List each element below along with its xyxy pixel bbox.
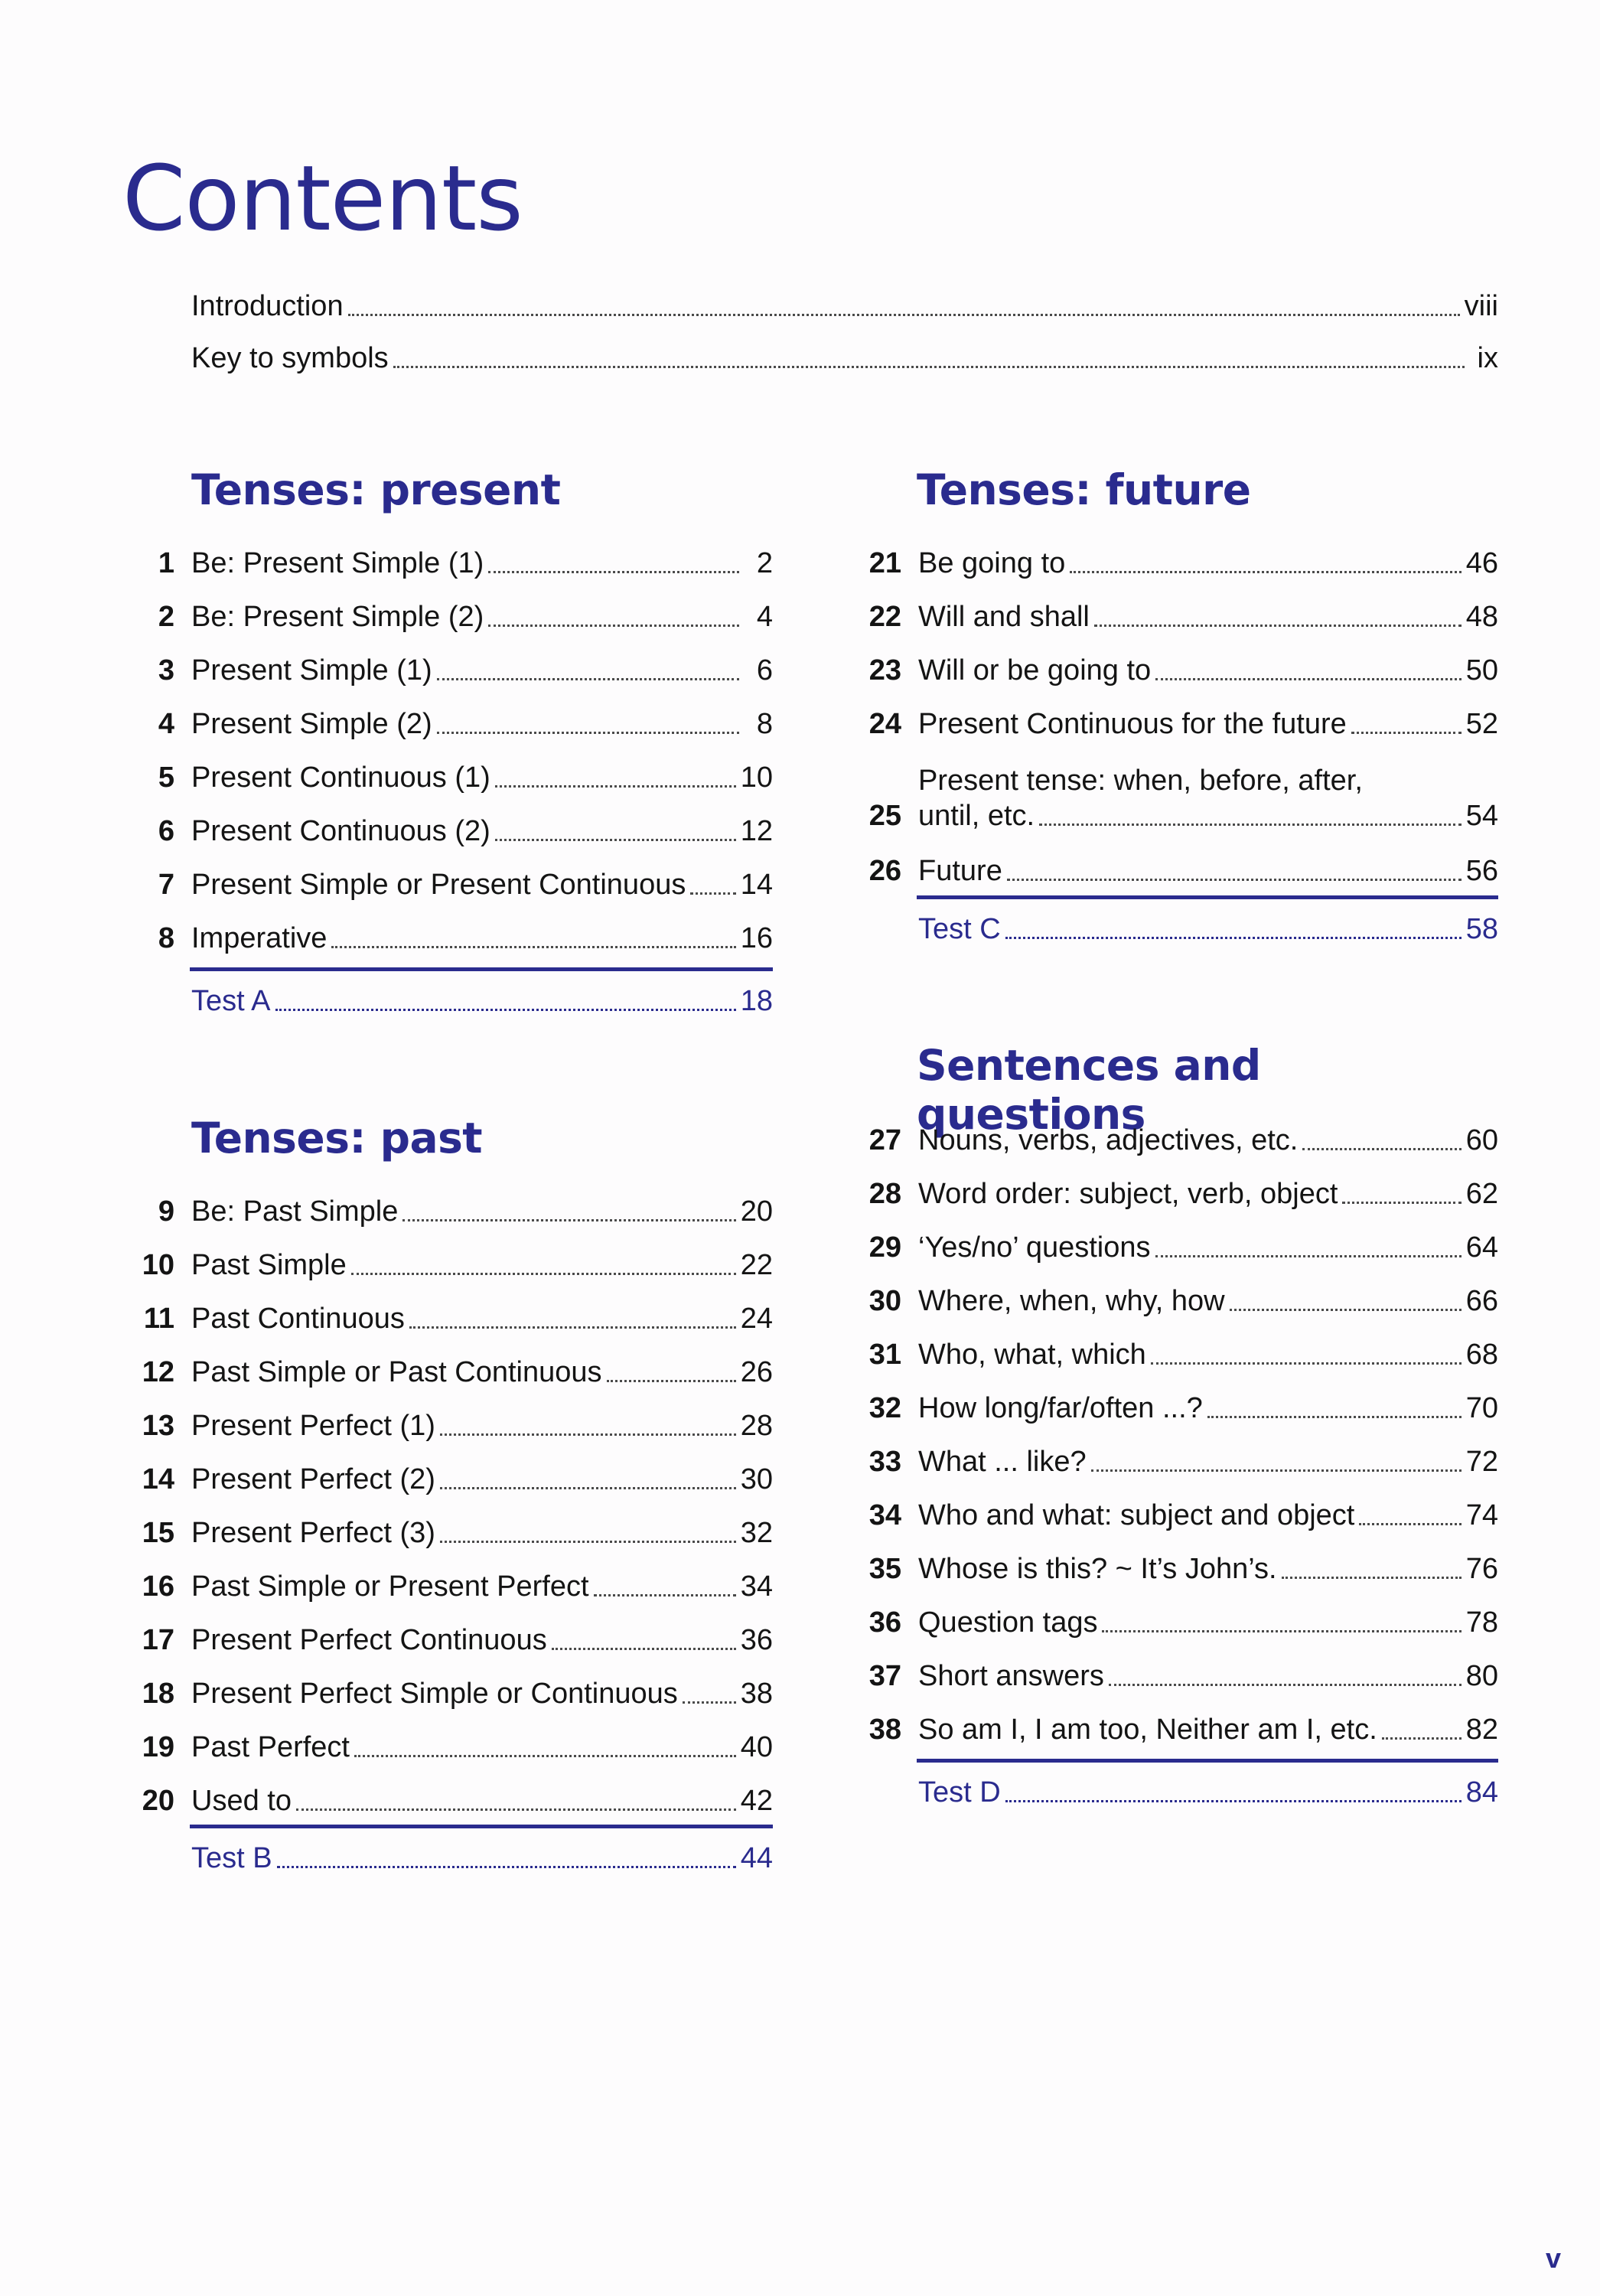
entry-label: Who and what: subject and object xyxy=(918,1499,1355,1531)
toc-entry[interactable] xyxy=(849,1387,1498,1425)
section-heading-future: Tenses: future xyxy=(917,465,1251,514)
entry-page: 76 xyxy=(1465,1553,1498,1585)
leader-dots xyxy=(402,1219,735,1221)
test-divider xyxy=(917,1759,1498,1763)
entry-number: 31 xyxy=(868,1339,901,1371)
entry-number: 4 xyxy=(158,708,174,740)
entry-label: Introduction xyxy=(191,290,344,322)
entry-label: Short answers xyxy=(918,1660,1104,1692)
entry-label: What ... like? xyxy=(918,1446,1087,1478)
leader-dots xyxy=(354,1755,736,1757)
toc-entry[interactable] xyxy=(849,1119,1498,1157)
entry-number: 32 xyxy=(868,1392,901,1424)
entry-page: 8 xyxy=(756,708,773,740)
entry-number: 25 xyxy=(868,800,901,832)
entry-page: 60 xyxy=(1465,1124,1498,1156)
entry-label: Present Simple (2) xyxy=(191,708,432,740)
toc-entry[interactable] xyxy=(122,1351,773,1389)
entry-number: 15 xyxy=(142,1517,174,1549)
entry-label: Future xyxy=(918,855,1002,887)
entry-label: How long/far/often ...? xyxy=(918,1392,1203,1424)
leader-dots xyxy=(488,571,739,573)
entry-page: 46 xyxy=(1465,547,1498,579)
entry-page: 4 xyxy=(756,601,773,633)
test-label: Test C xyxy=(918,913,1001,945)
entry-label: Present Simple (1) xyxy=(191,654,432,687)
leader-dots xyxy=(1005,1800,1462,1802)
entry-label: Will and shall xyxy=(918,601,1090,633)
entry-number: 12 xyxy=(142,1356,174,1388)
leader-dots xyxy=(1359,1523,1461,1525)
toc-entry[interactable] xyxy=(849,756,1498,833)
leader-dots xyxy=(1351,732,1462,734)
entry-label: Question tags xyxy=(918,1606,1098,1639)
section-heading-questions: Sentences and questions xyxy=(917,1041,1261,1139)
page-title: Contents xyxy=(122,145,523,251)
entry-page: 22 xyxy=(740,1249,773,1281)
leader-dots xyxy=(1109,1684,1462,1686)
leader-dots xyxy=(594,1594,736,1596)
toc-entry[interactable] xyxy=(849,595,1498,634)
leader-dots xyxy=(607,1380,736,1382)
entry-number: 16 xyxy=(142,1570,174,1603)
entry-label: Present Perfect (1) xyxy=(191,1410,435,1442)
section-heading-past: Tenses: past xyxy=(191,1114,483,1163)
leader-dots xyxy=(437,732,739,734)
leader-dots xyxy=(1151,1362,1462,1365)
toc-entry[interactable] xyxy=(122,542,773,580)
entry-number: 2 xyxy=(158,601,174,633)
entry-page: 14 xyxy=(740,869,773,901)
entry-page: 6 xyxy=(756,654,773,687)
toc-entry[interactable] xyxy=(849,1280,1498,1318)
right-column xyxy=(849,0,1498,2296)
test-page: 58 xyxy=(1465,913,1498,945)
entry-page: 56 xyxy=(1465,855,1498,887)
test-page: 18 xyxy=(740,985,773,1017)
leader-dots xyxy=(409,1326,736,1329)
entry-number: 9 xyxy=(158,1195,174,1228)
entry-number: 35 xyxy=(868,1553,901,1585)
toc-entry[interactable] xyxy=(849,1655,1498,1693)
entry-label: Imperative xyxy=(191,922,327,954)
toc-entry[interactable] xyxy=(849,1440,1498,1479)
toc-entry[interactable] xyxy=(849,850,1498,888)
entry-number: 30 xyxy=(868,1285,901,1317)
entry-label: Who, what, which xyxy=(918,1339,1146,1371)
leader-dots xyxy=(1207,1416,1462,1418)
entry-label: ‘Yes/no’ questions xyxy=(918,1231,1151,1264)
entry-page: 80 xyxy=(1465,1660,1498,1692)
entry-label: Past Perfect xyxy=(191,1731,350,1763)
entry-page: 74 xyxy=(1465,1499,1498,1531)
entry-page: 72 xyxy=(1465,1446,1498,1478)
entry-label-line2: until, etc. xyxy=(918,800,1035,832)
toc-entry[interactable] xyxy=(122,1726,773,1764)
entry-label: Will or be going to xyxy=(918,654,1152,687)
entry-number: 27 xyxy=(868,1124,901,1156)
toc-entry[interactable] xyxy=(122,703,773,741)
leader-dots xyxy=(296,1808,736,1811)
toc-entry[interactable] xyxy=(122,1619,773,1657)
toc-entry[interactable] xyxy=(122,649,773,687)
entry-page: 62 xyxy=(1465,1178,1498,1210)
leader-dots xyxy=(1005,937,1462,939)
entry-label-wrap xyxy=(918,762,1498,833)
toc-entry[interactable] xyxy=(849,1601,1498,1639)
toc-entry[interactable] xyxy=(122,756,773,794)
leader-dots xyxy=(351,1273,736,1275)
toc-entry[interactable] xyxy=(849,649,1498,687)
entry-page: 64 xyxy=(1465,1231,1498,1264)
entry-label: Where, when, why, how xyxy=(918,1285,1225,1317)
entry-page: 2 xyxy=(756,547,773,579)
leader-dots xyxy=(331,946,735,948)
entry-number: 19 xyxy=(142,1731,174,1763)
entry-page: 66 xyxy=(1465,1285,1498,1317)
entry-page: 12 xyxy=(740,815,773,847)
toc-entry[interactable] xyxy=(122,1190,773,1228)
toc-entry[interactable] xyxy=(849,1708,1498,1746)
entry-page: 50 xyxy=(1465,654,1498,687)
entry-number: 26 xyxy=(868,855,901,887)
toc-entry[interactable] xyxy=(122,1458,773,1496)
entry-label: Past Continuous xyxy=(191,1303,405,1335)
toc-entry[interactable] xyxy=(849,1494,1498,1532)
leader-dots xyxy=(1155,678,1462,680)
entry-number: 23 xyxy=(868,654,901,687)
entry-number: 8 xyxy=(158,922,174,954)
entry-page: 26 xyxy=(740,1356,773,1388)
entry-label: Present tense: when, before, after, xyxy=(918,765,1363,797)
entry-number: 10 xyxy=(142,1249,174,1281)
entry-number: 5 xyxy=(158,762,174,794)
entry-label: Present Perfect (3) xyxy=(191,1517,435,1549)
toc-entry[interactable] xyxy=(849,542,1498,580)
leader-dots xyxy=(1282,1577,1462,1579)
entry-label-line2-row xyxy=(918,800,1498,833)
entry-number: 6 xyxy=(158,815,174,847)
section-heading-present: Tenses: present xyxy=(191,465,561,514)
test-divider xyxy=(190,967,773,971)
entry-label: Be: Past Simple xyxy=(191,1195,399,1228)
entry-label: Key to symbols xyxy=(191,342,389,374)
entry-label: Be: Present Simple (1) xyxy=(191,547,484,579)
leader-dots xyxy=(683,1701,736,1704)
entry-page: 24 xyxy=(740,1303,773,1335)
entry-number: 37 xyxy=(868,1660,901,1692)
entry-label: Present Perfect Simple or Continuous xyxy=(191,1678,678,1710)
leader-dots xyxy=(277,1866,736,1868)
entry-label: So am I, I am too, Neither am I, etc. xyxy=(918,1714,1377,1746)
leader-dots xyxy=(437,678,739,680)
entry-label: Word order: subject, verb, object xyxy=(918,1178,1338,1210)
entry-page: 32 xyxy=(740,1517,773,1549)
entry-page: 10 xyxy=(740,762,773,794)
entry-number: 34 xyxy=(868,1499,901,1531)
entry-number: 33 xyxy=(868,1446,901,1478)
entry-page: 70 xyxy=(1465,1392,1498,1424)
entry-page: 52 xyxy=(1465,708,1498,740)
entry-page: 36 xyxy=(740,1624,773,1656)
leader-dots xyxy=(488,625,739,627)
leader-dots xyxy=(1094,625,1462,627)
test-page: 44 xyxy=(740,1842,773,1874)
entry-page: ix xyxy=(1477,342,1498,374)
toc-entry[interactable] xyxy=(122,863,773,902)
entry-label: Past Simple or Present Perfect xyxy=(191,1570,589,1603)
entry-label: Present Perfect Continuous xyxy=(191,1624,547,1656)
entry-number: 28 xyxy=(868,1178,901,1210)
entry-page: 42 xyxy=(740,1785,773,1817)
entry-page: 68 xyxy=(1465,1339,1498,1371)
toc-entry[interactable] xyxy=(122,1404,773,1443)
leader-dots xyxy=(275,1009,736,1011)
entry-page: 28 xyxy=(740,1410,773,1442)
entry-label: Nouns, verbs, adjectives, etc. xyxy=(918,1124,1299,1156)
entry-label: Past Simple or Past Continuous xyxy=(191,1356,602,1388)
toc-entry[interactable] xyxy=(849,1172,1498,1211)
entry-label: Used to xyxy=(191,1785,292,1817)
entry-number: 11 xyxy=(143,1303,174,1335)
leader-dots xyxy=(1070,571,1461,573)
toc-entry[interactable] xyxy=(849,1333,1498,1371)
test-label: Test D xyxy=(918,1776,1001,1808)
entry-page: 54 xyxy=(1465,800,1498,832)
toc-entry-test-c[interactable] xyxy=(918,908,1498,946)
toc-entry[interactable] xyxy=(122,917,773,955)
entry-number: 1 xyxy=(158,547,174,579)
leader-dots xyxy=(495,785,736,788)
entry-page: 16 xyxy=(740,922,773,954)
entry-page: 38 xyxy=(740,1678,773,1710)
entry-label: Past Simple xyxy=(191,1249,347,1281)
leader-dots xyxy=(1091,1469,1462,1472)
toc-entry[interactable] xyxy=(122,595,773,634)
entry-number: 18 xyxy=(142,1678,174,1710)
leader-dots xyxy=(1039,823,1462,826)
entry-number: 29 xyxy=(868,1231,901,1264)
left-column xyxy=(122,0,773,2296)
entry-label: Present Simple or Present Continuous xyxy=(191,869,686,901)
toc-entry[interactable] xyxy=(122,1297,773,1336)
toc-entry[interactable] xyxy=(849,1548,1498,1586)
page-folio: v xyxy=(1546,2242,1562,2274)
entry-label: Present Continuous for the future xyxy=(918,708,1347,740)
entry-number: 13 xyxy=(142,1410,174,1442)
entry-number: 20 xyxy=(142,1785,174,1817)
test-divider xyxy=(190,1825,773,1828)
entry-page: 82 xyxy=(1465,1714,1498,1746)
entry-page: 78 xyxy=(1465,1606,1498,1639)
leader-dots xyxy=(552,1648,736,1650)
leader-dots xyxy=(440,1433,736,1436)
toc-entry[interactable] xyxy=(122,810,773,848)
leader-dots xyxy=(1007,879,1462,881)
toc-entry[interactable] xyxy=(122,1565,773,1603)
toc-entry-test-d[interactable] xyxy=(918,1771,1498,1809)
entry-number: 21 xyxy=(868,547,901,579)
entry-page: 30 xyxy=(740,1463,773,1495)
toc-entry[interactable] xyxy=(122,1512,773,1550)
toc-entry[interactable] xyxy=(122,1672,773,1711)
entry-number: 14 xyxy=(142,1463,174,1495)
leader-dots xyxy=(440,1541,736,1543)
entry-page: 40 xyxy=(740,1731,773,1763)
toc-entry[interactable] xyxy=(122,1244,773,1282)
leader-dots xyxy=(1155,1255,1462,1257)
toc-entry-test-a[interactable] xyxy=(191,980,773,1018)
leader-dots xyxy=(1230,1309,1462,1311)
entry-number: 7 xyxy=(158,869,174,901)
entry-page: 34 xyxy=(740,1570,773,1603)
leader-dots xyxy=(1342,1202,1461,1204)
test-label: Test B xyxy=(191,1842,272,1874)
leader-dots xyxy=(1302,1148,1461,1150)
entry-label: Be: Present Simple (2) xyxy=(191,601,484,633)
entry-number: 36 xyxy=(868,1606,901,1639)
entry-number: 24 xyxy=(868,708,901,740)
toc-entry-test-b[interactable] xyxy=(191,1837,773,1875)
leader-dots xyxy=(440,1487,736,1489)
entry-label: Be going to xyxy=(918,547,1066,579)
leader-dots xyxy=(1102,1630,1461,1632)
entry-label: Whose is this? ~ It’s John’s. xyxy=(918,1553,1277,1585)
leader-dots xyxy=(495,839,736,841)
entry-number: 3 xyxy=(158,654,174,687)
test-divider xyxy=(917,895,1498,899)
toc-entry[interactable] xyxy=(122,1779,773,1818)
test-label: Test A xyxy=(191,985,271,1017)
leader-dots xyxy=(1382,1737,1462,1740)
entry-label: Present Continuous (1) xyxy=(191,762,490,794)
entry-page: viii xyxy=(1464,290,1498,322)
entry-page: 20 xyxy=(740,1195,773,1228)
entry-number: 38 xyxy=(868,1714,901,1746)
leader-dots xyxy=(690,892,735,895)
entry-number: 22 xyxy=(868,601,901,633)
toc-entry[interactable] xyxy=(849,1226,1498,1264)
entry-page: 48 xyxy=(1465,601,1498,633)
entry-number: 17 xyxy=(142,1624,174,1656)
entry-label: Present Perfect (2) xyxy=(191,1463,435,1495)
test-page: 84 xyxy=(1465,1776,1498,1808)
entry-label: Present Continuous (2) xyxy=(191,815,490,847)
toc-entry[interactable] xyxy=(849,703,1498,741)
